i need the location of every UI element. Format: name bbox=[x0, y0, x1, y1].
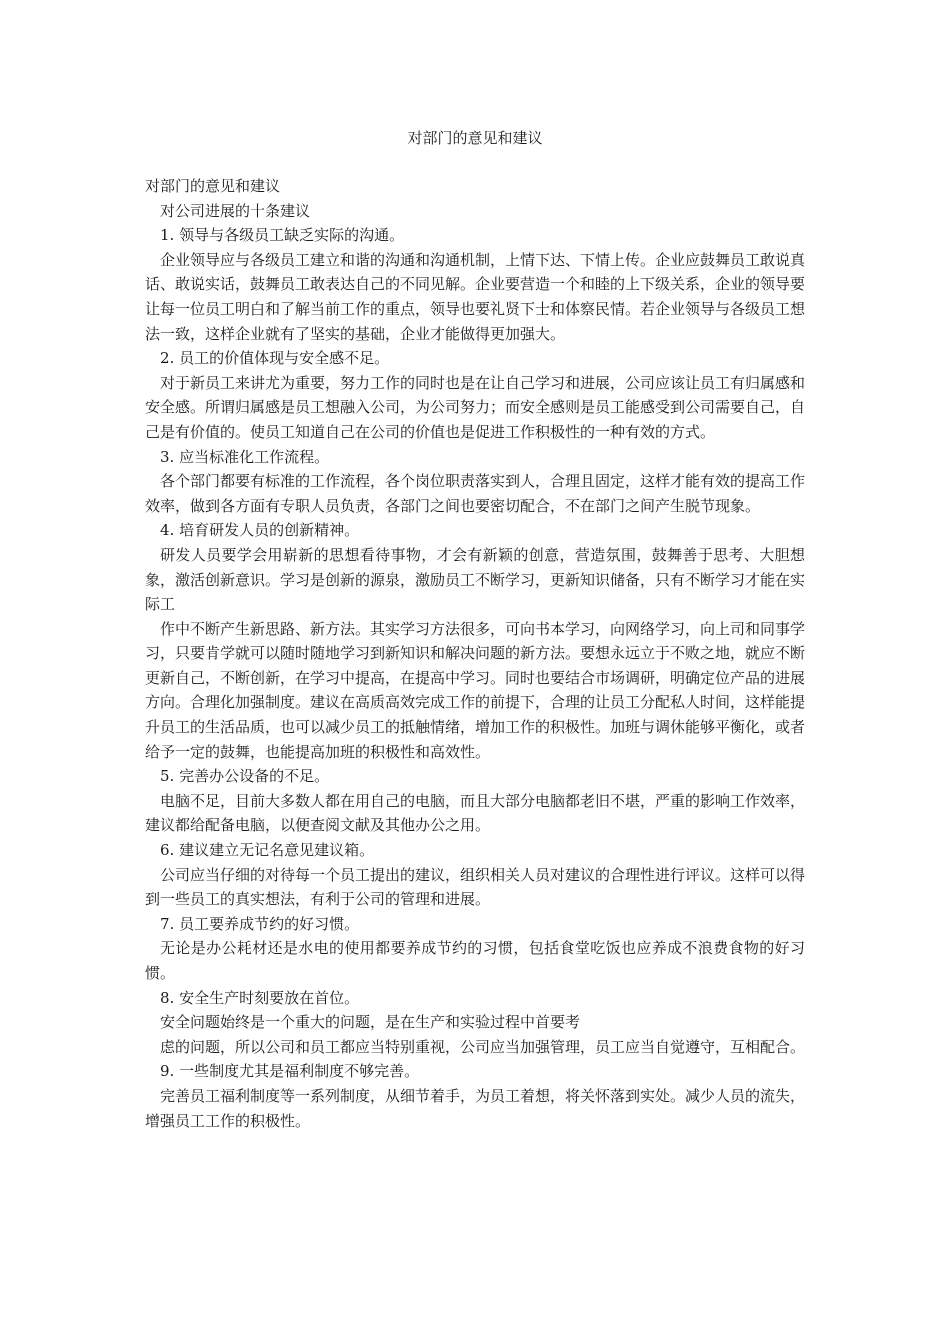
paragraph: 对公司进展的十条建议 bbox=[160, 201, 311, 220]
paragraph: 安全问题始终是一个重大的问题，是在生产和实验过程中首要考 bbox=[160, 1013, 581, 1032]
paragraph: 电脑不足，目前大多数人都在用自己的电脑，而且大部分电脑都老旧不堪，严重的影响工作效率，建议都给配备电脑，以便查阅文献及其他办公之用。 bbox=[145, 791, 806, 835]
paragraph: 各个部门都要有标准的工作流程，各个岗位职责落实到人，合理且固定，这样才能有效的提高工作效率，做到各方面有专职人员负责，各部门之间也要密切配合，不在部门之间产生脱节现象。 bbox=[145, 472, 806, 515]
paragraph: 1. 领导与各级员工缺乏实际的沟通。 bbox=[160, 226, 405, 245]
paragraph: 7. 员工要养成节约的好习惯。 bbox=[160, 914, 360, 933]
paragraph: 对于新员工来讲尤为重要，努力工作的同时也是在让自己学习和进展，公司应该让员工有归属感和安全感。所谓归属感是员工想融入公司，为公司努力；而安全感则是员工能感受到公司需要自己，自己是有价值的。使员工知道自己在公司的价值也是促进工作积极性的一种有效的方式。 bbox=[145, 373, 806, 441]
paragraph: 2. 员工的价值体现与安全感不足。 bbox=[160, 349, 390, 368]
paragraph: 企业领导应与各级员工建立和谐的沟通和沟通机制，上情下达、下情上传。企业应鼓舞员工敢说真话、敢说实话，鼓舞员工敢表达自己的不同见解。企业要营造一个和睦的上下级关系，企业的领导要让每一位员工明白和了解当前工作的重点，领导也要礼贤下士和体察民情。若企业领导与各级员工想法一致，这样企业就有了坚实的基础，企业才能做得更加强大。 bbox=[145, 250, 806, 343]
paragraph: 无论是办公耗材还是水电的使用都要养成节约的习惯，包括食堂吃饭也应养成不浪费食物的好习惯。 bbox=[145, 939, 805, 982]
document-title: 对部门的意见和建议 bbox=[407, 129, 543, 147]
paragraph: 9. 一些制度尤其是福利制度不够完善。 bbox=[160, 1062, 420, 1081]
paragraph: 研发人员要学会用崭新的思想看待事物，才会有新颖的创意，营造氛围，鼓舞善于思考、大胆想象，激活创新意识。学习是创新的源泉，激励员工不断学习，更新知识储备，只有不断学习才能在实际工 bbox=[145, 545, 806, 614]
paragraph: 作中不断产生新思路、新方法。其实学习方法很多，可向书本学习，向网络学习，向上司和同事学习，只要肯学就可以随时随地学习到新知识和解决问题的新方法。要想永远立于不败之地，就应不断更新自己，不断创新，在学习中提高，在提高中学习。同时也要结合市场调研，明确定位产品的进展方向。合理化加强制度。建议在高质高效完成工作的前提下，合理的让员工分配私人时间，这样能提升员工的生活品质，也可以减少员工的抵触情绪，增加工作的积极性。加班与调休能够平衡化，或者给予一定的鼓舞，也能提高加班的积极性和高效性。 bbox=[145, 619, 806, 761]
paragraph: 完善员工福利制度等一系列制度，从细节着手，为员工着想，将关怀落到实处。减少人员的流失，增强员工工作的积极性。 bbox=[145, 1086, 806, 1130]
paragraph: 公司应当仔细的对待每一个员工提出的建议，组织相关人员对建议的合理性进行评议。这样可以得到一些员工的真实想法，有利于公司的管理和进展。 bbox=[145, 865, 806, 909]
document-body bbox=[145, 174, 805, 1133]
paragraph: 虑的问题，所以公司和员工都应当特别重视，公司应当加强管理，员工应当自觉遵守，互相配合。 bbox=[160, 1037, 806, 1056]
paragraph: 8. 安全生产时刻要放在首位。 bbox=[160, 988, 360, 1007]
paragraph: 对部门的意见和建议 bbox=[145, 177, 281, 195]
paragraph: 4. 培育研发人员的创新精神。 bbox=[160, 521, 360, 540]
paragraph: 3. 应当标准化工作流程。 bbox=[160, 447, 330, 466]
paragraph: 6. 建议建立无记名意见建议箱。 bbox=[160, 841, 375, 860]
paragraph: 5. 完善办公设备的不足。 bbox=[160, 767, 330, 786]
